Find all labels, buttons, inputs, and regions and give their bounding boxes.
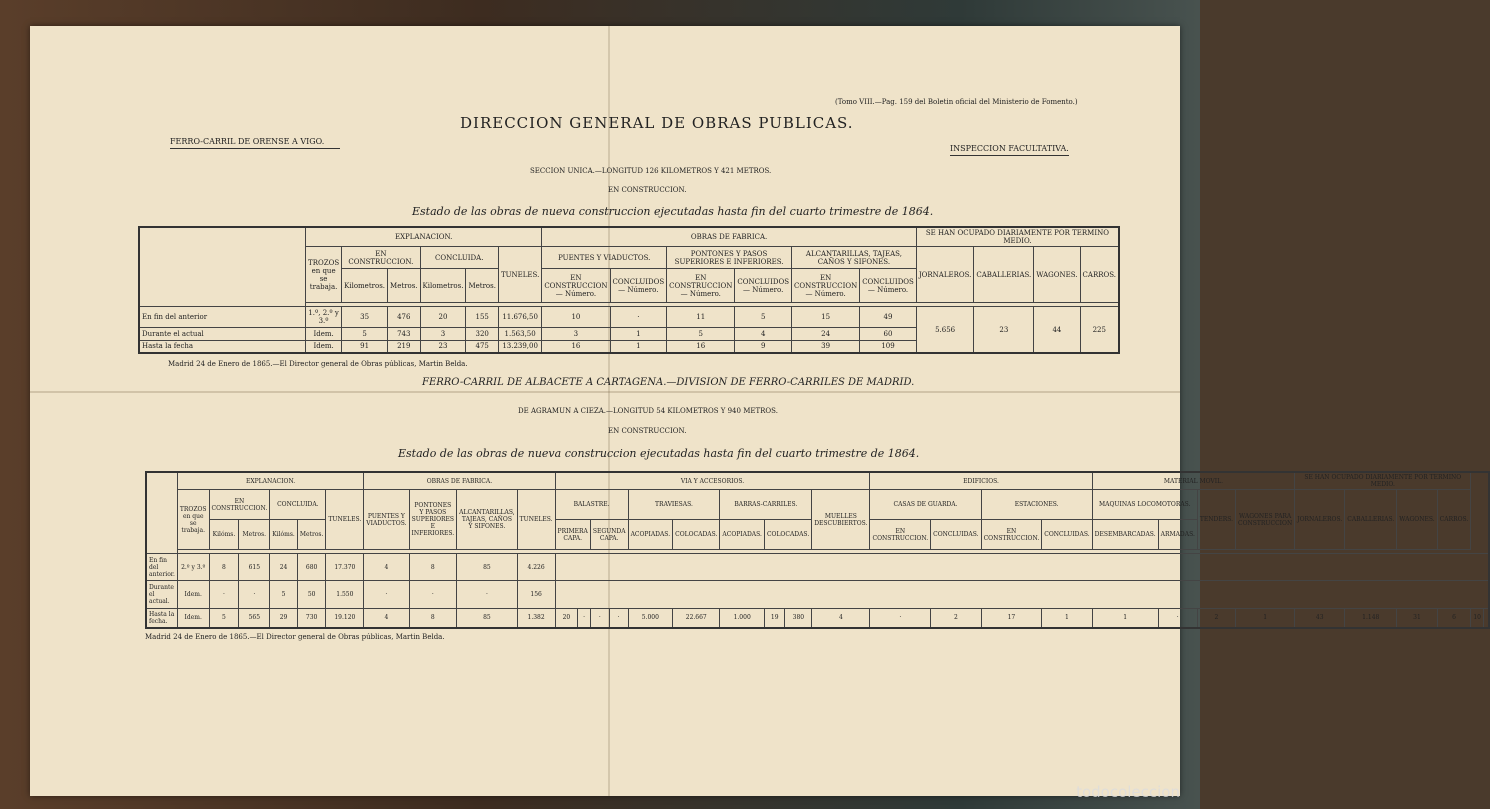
table1-header-caballerias: CABALLERIAS. [974, 247, 1034, 303]
table-cell: · [239, 581, 270, 608]
table-cell: 3 [420, 328, 466, 340]
table-cell: · [364, 581, 409, 608]
table-cell: · [590, 608, 609, 628]
table2-sub: PRIMERA CAPA. [555, 520, 590, 550]
table2-header-pontones: PONTONES Y PASOS SUPERIORES E INFERIORES. [409, 490, 457, 550]
table2-sub: Kilóms. [270, 520, 298, 550]
table-cell: 109 [860, 340, 917, 353]
table2-header-tuneles: TUNELES. [326, 490, 364, 550]
table1-status: EN CONSTRUCCION. [608, 186, 687, 194]
table1-sub-ec3: EN CONSTRUCCION — Número. [792, 269, 860, 303]
table2-group-explanacion: EXPLANACION. [177, 472, 363, 490]
table1-row-label: Hasta la fecha [139, 340, 306, 353]
table-cell: 2.º y 3.º [177, 554, 209, 581]
table-cell: 1.550 [326, 581, 364, 608]
table-cell: · [870, 608, 931, 628]
table1-sub-co2: CONCLUIDOS — Número. [735, 269, 792, 303]
table1-header-tuneles: TUNELES. [498, 247, 541, 303]
main-title: DIRECCION GENERAL DE OBRAS PUBLICAS. [460, 114, 854, 132]
table-cell: 5 [342, 328, 388, 340]
table2-header-maquinas: MAQUINAS LOCOMOTORAS. [1092, 490, 1197, 520]
table2-header-wagones: WAGONES. [1397, 490, 1437, 550]
table2-header-alcantarillas: ALCANTARILLAS, TAJEAS, CAÑOS Y SIFONES. [457, 490, 518, 550]
table-cell: 9 [735, 340, 792, 353]
table2-line-title: FERRO-CARRIL DE ALBACETE A CARTAGENA.—DIVISION DE FERRO-CARRILES DE MADRID. [422, 377, 915, 388]
table2-sub: ACOPIADAS. [628, 520, 673, 550]
table-cell: 20 [555, 608, 578, 628]
table-cell: 6 [1437, 608, 1471, 628]
table-cell: 8 [409, 608, 457, 628]
table-cell: 1.º, 2.º y 3.º [306, 307, 342, 328]
table2-sub: EN CONSTRUCCION. [981, 520, 1042, 550]
table-cell: 5.656 [916, 307, 974, 354]
table2-sub: SEGUNDA CAPA. [590, 520, 628, 550]
table-cell: 91 [342, 340, 388, 353]
table-cell: 11 [667, 307, 735, 328]
table2-sub: Metros. [297, 520, 326, 550]
table-cell: 13.239,00 [498, 340, 541, 353]
table-cell: 5 [667, 328, 735, 340]
table2-sub: ARMADAS. [1158, 520, 1197, 550]
table2-header-tenders: TENDERS. [1197, 490, 1235, 550]
table-cell: 1 [1092, 608, 1158, 628]
table1 [138, 226, 1120, 354]
table-cell: 1.563,50 [498, 328, 541, 340]
table-cell: 4.226 [517, 554, 555, 581]
table2-group-via: VIA Y ACCESORIOS. [555, 472, 870, 490]
table-cell: 24 [792, 328, 860, 340]
table2-header-trozos: TROZOS en que se trabaja. [177, 490, 209, 550]
table-cell: 31 [1397, 608, 1437, 628]
table-cell: 730 [297, 608, 326, 628]
table1-label-col [139, 227, 306, 307]
table1-section: SECCION UNICA.—LONGITUD 126 KILOMETROS Y 421 METROS. [530, 167, 772, 175]
table-cell: 743 [388, 328, 421, 340]
table2-group-obras: OBRAS DE FABRICA. [364, 472, 555, 490]
table-cell: 5 [209, 608, 239, 628]
table-cell: 1.000 [720, 608, 765, 628]
table-cell: Idem. [306, 328, 342, 340]
table2-header-carros: CARROS. [1437, 490, 1471, 550]
table-cell: 1.148 [1345, 608, 1397, 628]
table1-group-explanacion: EXPLANACION. [306, 227, 542, 247]
table2-row-label: En fin del anterior. [146, 554, 177, 581]
table-cell: · [409, 581, 457, 608]
table-cell: 15 [792, 307, 860, 328]
table-cell: 10 [542, 307, 610, 328]
table-cell: 50 [297, 581, 326, 608]
table2-sub: DESEMBARCADAS. [1092, 520, 1158, 550]
table2-header-balastre: BALASTRE. [555, 490, 628, 520]
table-cell: 156 [517, 581, 555, 608]
table2-sub: COLOCADAS. [764, 520, 811, 550]
table-cell: 10 [1471, 608, 1484, 628]
table-cell: 17 [981, 608, 1042, 628]
table2-group-material: MATERIAL MOVIL. [1092, 472, 1295, 490]
table2-header-caballerias: CABALLERIAS. [1345, 490, 1397, 550]
table2-sub: Metros. [239, 520, 270, 550]
table1-header-pontones: PONTONES Y PASOS SUPERIORES E INFERIORES. [667, 247, 792, 269]
table-cell: 155 [466, 307, 499, 328]
table1-header-puentes: PUENTES Y VIADUCTOS. [542, 247, 667, 269]
table-cell: 1 [610, 340, 667, 353]
table1-group-ocupado: SE HAN OCUPADO DIARIAMENTE POR TERMINO MEDIO. [916, 227, 1119, 247]
table-cell: · [609, 608, 628, 628]
table1-header-trozos: TROZOS en que se trabaja. [306, 247, 342, 303]
left-heading: FERRO-CARRIL DE ORENSE A VIGO. [170, 137, 340, 149]
table2-header-jornaleros: JORNALEROS. [1295, 490, 1345, 550]
table-cell-empty [555, 581, 1489, 608]
table1-sub-km: Kilometros. [342, 269, 388, 303]
table-cell: 85 [457, 608, 518, 628]
table2-subtitle: Estado de las obras de nueva construccion ejecutadas hasta fin del cuarto trimestre de 1864. [398, 447, 920, 460]
table1-row-label: Durante el actual [139, 328, 306, 340]
table-cell: 475 [466, 340, 499, 353]
watermark-logo: todocoleccion [1076, 783, 1180, 801]
table-cell: 3 [542, 328, 610, 340]
table-cell: 19 [764, 608, 785, 628]
table-cell: 4 [364, 554, 409, 581]
table2-header-barras: BARRAS-CARRILES. [720, 490, 812, 520]
table-cell: 1 [1042, 608, 1092, 628]
table-cell: 476 [388, 307, 421, 328]
table-cell: · [610, 307, 667, 328]
table2-group-edificios: EDIFICIOS. [870, 472, 1092, 490]
table-cell: 225 [1080, 307, 1119, 354]
table2-sub: EN CONSTRUCCION. [870, 520, 931, 550]
table1-group-obras: OBRAS DE FABRICA. [542, 227, 917, 247]
table1-sub-co1: CONCLUIDOS — Número. [610, 269, 667, 303]
table-cell: 615 [239, 554, 270, 581]
table-cell: 44 [1034, 307, 1080, 354]
table-cell: 35 [342, 307, 388, 328]
table-cell: 43 [1295, 608, 1345, 628]
table-cell: 20 [420, 307, 466, 328]
table-cell: 1.382 [517, 608, 555, 628]
right-heading: INSPECCION FACULTATIVA. [950, 144, 1069, 156]
table-row [146, 554, 1489, 581]
table-cell: 565 [239, 608, 270, 628]
table2-header-muelles: MUELLES DESCUBIERTOS. [812, 490, 870, 550]
table1-header-wagones: WAGONES. [1034, 247, 1080, 303]
table1-sub-ec1: EN CONSTRUCCION — Número. [542, 269, 610, 303]
table2 [145, 471, 1490, 629]
table2-section: DE AGRAMUN A CIEZA.—LONGITUD 54 KILOMETROS Y 940 METROS. [518, 407, 778, 415]
table-cell: Idem. [177, 608, 209, 628]
table2-status: EN CONSTRUCCION. [608, 427, 687, 435]
fold-line-horizontal [30, 391, 1180, 393]
table-row [146, 608, 1489, 628]
table-cell: 4 [812, 608, 870, 628]
table2-sub: ACOPIADAS. [720, 520, 765, 550]
table1-row-label: En fin del anterior [139, 307, 306, 328]
table1-header-alcantarillas: ALCANTARILLAS, TAJEAS, CAÑOS Y SIFONES. [792, 247, 917, 269]
table-cell: 4 [364, 608, 409, 628]
table2-header-puentes: PUENTES Y VIADUCTOS. [364, 490, 409, 550]
table-cell: · [578, 608, 591, 628]
table2-footer: Madrid 24 de Enero de 1865.—El Director general de Obras públicas, Martin Belda. [145, 633, 445, 641]
table2-row-label: Hasta la fecha. [146, 608, 177, 628]
table-cell: 5.000 [628, 608, 673, 628]
table-cell: 320 [466, 328, 499, 340]
table1-subtitle: Estado de las obras de nueva construccion ejecutadas hasta fin del cuarto trimestre de 1864. [412, 205, 934, 218]
table-cell: 680 [297, 554, 326, 581]
table-cell: · [209, 581, 239, 608]
table-cell: · [457, 581, 518, 608]
table-row [146, 581, 1489, 608]
table-cell: 22.667 [673, 608, 720, 628]
table-cell: 39 [792, 340, 860, 353]
table2-header-en-construccion: EN CONSTRUCCION. [209, 490, 270, 520]
table-cell: 23 [420, 340, 466, 353]
table-cell: 1 [1236, 608, 1295, 628]
document-sheet [30, 26, 1481, 796]
table-cell: 11.676,50 [498, 307, 541, 328]
table-cell: 219 [388, 340, 421, 353]
table2-header-concluida: CONCLUIDA. [270, 490, 326, 520]
table2-sub: CONCLUIDAS. [931, 520, 981, 550]
table1-footer: Madrid 24 de Enero de 1865.—El Director general de Obras públicas, Martin Belda. [168, 360, 468, 368]
table-cell: 17.370 [326, 554, 364, 581]
table-cell: 5 [270, 581, 298, 608]
table2-label-col [146, 472, 177, 554]
table-cell: Idem. [306, 340, 342, 353]
table-cell: 24 [270, 554, 298, 581]
table-cell: 60 [860, 328, 917, 340]
table-row [139, 307, 1119, 328]
table-cell: 8 [409, 554, 457, 581]
table1-header-en-construccion: EN CONSTRUCCION. [342, 247, 420, 269]
table-cell-empty [555, 554, 1489, 581]
table-cell: 19.120 [326, 608, 364, 628]
table-cell: 8 [209, 554, 239, 581]
table2-header-casas: CASAS DE GUARDA. [870, 490, 981, 520]
table-cell: · [1158, 608, 1197, 628]
table1-header-concluida: CONCLUIDA. [420, 247, 498, 269]
table2-header-wagones-cons: WAGONES PARA CONSTRUCCION [1236, 490, 1295, 550]
table2-header-tuneles-fab: TUNELES. [517, 490, 555, 550]
table2-sub: Kilóms. [209, 520, 239, 550]
table1-sub-km2: Kilometros. [420, 269, 466, 303]
table2-header-traviesas: TRAVIESAS. [628, 490, 720, 520]
table2-sub: COLOCADAS. [673, 520, 720, 550]
table1-header-carros: CARROS. [1080, 247, 1119, 303]
table-cell: 4 [735, 328, 792, 340]
table-cell: 85 [457, 554, 518, 581]
table1-sub-ec2: EN CONSTRUCCION — Número. [667, 269, 735, 303]
table-cell: 1 [610, 328, 667, 340]
table-cell: Idem. [177, 581, 209, 608]
table1-sub-co3: CONCLUIDOS — Número. [860, 269, 917, 303]
table1-sub-m: Metros. [388, 269, 421, 303]
table2-group-ocupado: SE HAN OCUPADO DIARIAMENTE POR TERMINO MEDIO. [1295, 472, 1471, 490]
table2-header-estaciones: ESTACIONES. [981, 490, 1092, 520]
table-cell: 5 [735, 307, 792, 328]
table-cell: 2 [1197, 608, 1235, 628]
table1-sub-m2: Metros. [466, 269, 499, 303]
table-cell: 380 [785, 608, 812, 628]
table-cell: 49 [860, 307, 917, 328]
table-cell-empty [1483, 608, 1489, 628]
table-cell: 23 [974, 307, 1034, 354]
table-cell: 16 [667, 340, 735, 353]
table2-sub: CONCLUIDAS. [1042, 520, 1092, 550]
table-cell: 2 [931, 608, 981, 628]
table2-row-label: Durante el actual. [146, 581, 177, 608]
table1-header-jornaleros: JORNALEROS. [916, 247, 974, 303]
reference-note: (Tomo VIII.—Pag. 159 del Boletin oficial del Ministerio de Fomento.) [835, 98, 1078, 106]
table-cell: 16 [542, 340, 610, 353]
table-cell: 29 [270, 608, 298, 628]
